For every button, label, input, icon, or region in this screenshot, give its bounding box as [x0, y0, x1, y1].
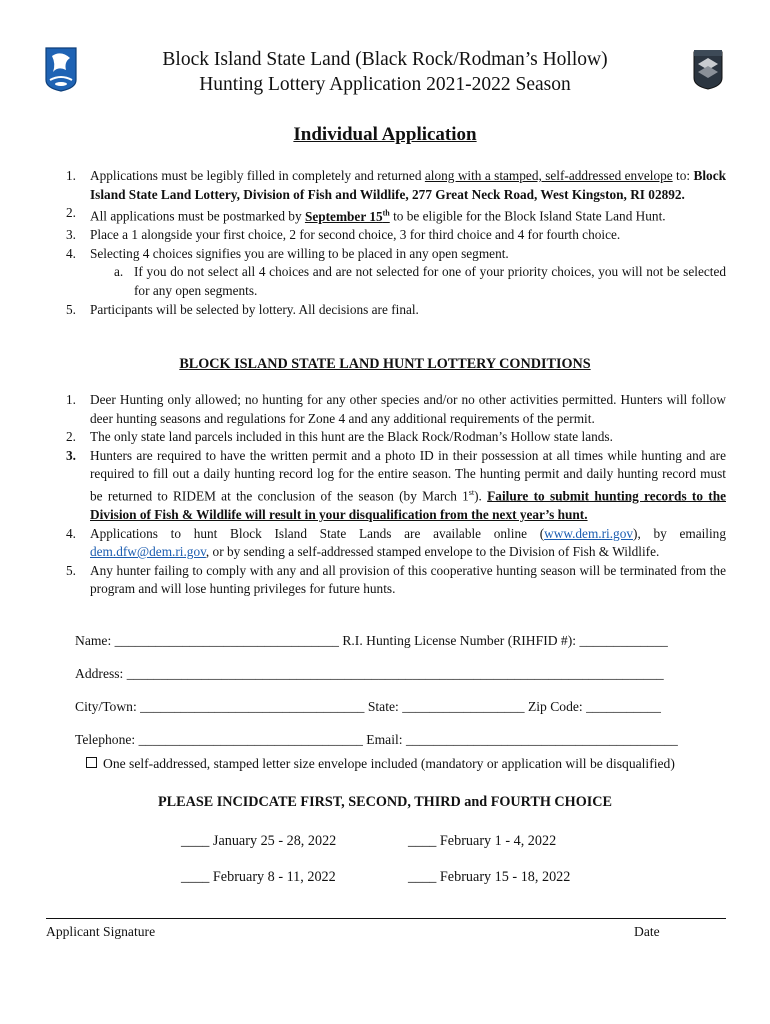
applicant-signature-label: Applicant Signature [46, 924, 156, 939]
state-field[interactable]: __________________ [402, 699, 525, 714]
name-label: Name: [75, 633, 115, 648]
conditions-list [66, 391, 726, 599]
phone-field[interactable]: _________________________________ [138, 732, 363, 747]
choice-option [181, 869, 336, 886]
dfw-email-link[interactable]: dem.dfw@dem.ri.gov [90, 544, 206, 560]
zip-label: Zip Code: [524, 699, 587, 714]
title-line-1: Block Island State Land (Black Rock/Rodman’s Hollow) [162, 49, 608, 70]
instruction-item: 3. Place a 1 alongside your first choice, 2 for second choice, 3 for third choice and 4 for fourth choice. [66, 227, 621, 243]
choice-option [181, 833, 336, 850]
phone-email-row [75, 732, 678, 748]
name-license-row [75, 633, 668, 649]
choice-date: February 8 - 11, 2022 [209, 869, 336, 885]
instruction-item: 5. Participants will be selected by lottery. All decisions are final. [66, 301, 419, 317]
license-label: R.I. Hunting License Number (RIHFID #): [338, 633, 580, 648]
choice-date: February 15 - 18, 2022 [436, 869, 571, 885]
envelope-checkbox-label: One self-addressed, stamped letter size envelope included (mandatory or application will be disqualified) [103, 756, 675, 771]
instruction-subitem: a. If you do not select all 4 choices and are not selected for one of your priority choices, you will not be selected for any open segments. [114, 264, 726, 298]
phone-label: Telephone: [75, 732, 139, 747]
address-row [75, 666, 664, 682]
instruction-item: 4. Selecting 4 choices signifies you are willing to be placed in any open segment. [66, 245, 509, 261]
choice-rank-field[interactable]: ____ [408, 869, 437, 885]
zip-field[interactable]: ___________ [586, 699, 661, 714]
license-number-field[interactable]: _____________ [579, 633, 668, 648]
deadline-date: September 15th [304, 208, 390, 224]
condition-item: 1. Deer Hunting only allowed; no hunting for any other species and/or no other activities permitted. Hunters will follow deer hunting seasons and regulations for Zone 4 and any additional requirements of the permit. [66, 392, 726, 426]
instruction-item: 1. Applications must be legibly filled in completely and returned along with a stamped, self-addressed envelope to: Block Island State Land Lottery, Division of Fish and Wildlife, 277 Great Neck Road, West Kingston, RI 02892. [66, 168, 726, 202]
name-field[interactable]: _________________________________ [114, 633, 339, 648]
choice-rank-field[interactable]: ____ [181, 869, 210, 885]
choice-option [408, 869, 570, 886]
instructions-list [66, 167, 726, 319]
address-label: Address: [75, 666, 127, 681]
choice-option [408, 833, 556, 850]
condition-item: 2. The only state land parcels included in this hunt are the Black Rock/Rodman’s Hollow state lands. [66, 429, 613, 445]
mailing-address: Block Island State Land Lottery, Division of Fish and Wildlife, 277 Great Neck Road, West Kingston, RI 02892. [90, 168, 726, 202]
city-state-zip-row [75, 699, 661, 715]
envelope-checkbox[interactable] [86, 757, 97, 768]
email-label: Email: [362, 732, 406, 747]
title-line-2: Hunting Lottery Application 2021-2022 Season [199, 74, 571, 95]
date-label: Date [634, 924, 660, 939]
condition-item: 4. Applications to hunt Block Island State Lands are available online (www.dem.ri.gov), by emailing dem.dfw@dem.ri.gov, or by sending a self-addressed stamped envelope to the Division of Fish & Wildlife. [66, 525, 726, 560]
individual-application-heading: Individual Application [293, 124, 477, 145]
city-field[interactable]: _________________________________ [140, 699, 365, 714]
email-field[interactable]: ________________________________________ [405, 732, 678, 747]
choice-rank-field[interactable]: ____ [181, 833, 210, 849]
disqualification-warning: Failure to submit hunting records to the Division of Fish & Wildlife will result in your disqualification from the next year’s hunt. [90, 488, 726, 522]
city-label: City/Town: [75, 699, 141, 714]
condition-item: 3. Hunters are required to have the written permit and a photo ID in their possession at all times while hunting and are required to fill out a daily hunting record log for the entire season. The hunting permit and daily hunting record must be returned to RIDEM at the conclusion of the season (by March 1st). Failure to submit hunting records to the Division of Fish & Wildlife will result in your disqualification from the next year’s hunt. [66, 447, 726, 522]
instruction-item: 2. All applications must be postmarked by September 15th to be eligible for the Block Island State Land Hunt. [66, 205, 666, 224]
choice-date: February 1 - 4, 2022 [436, 833, 557, 849]
address-field[interactable]: _______________________________________________________________________________ [126, 666, 664, 681]
signature-line[interactable] [46, 918, 726, 919]
condition-item: 5. Any hunter failing to comply with any and all provision of this cooperative hunting season will be terminated from the program and will lose hunting privileges for future hunts. [66, 562, 726, 597]
state-label: State: [364, 699, 403, 714]
conditions-heading: BLOCK ISLAND STATE LAND HUNT LOTTERY CONDITIONS [179, 356, 591, 372]
document-title [0, 47, 770, 97]
envelope-confirmation [86, 756, 675, 772]
choice-date: January 25 - 28, 2022 [209, 833, 337, 849]
choices-heading: PLEASE INCIDCATE FIRST, SECOND, THIRD and FOURTH CHOICE [158, 794, 612, 810]
choice-rank-field[interactable]: ____ [408, 833, 437, 849]
dem-website-link[interactable]: www.dem.ri.gov [544, 525, 634, 541]
